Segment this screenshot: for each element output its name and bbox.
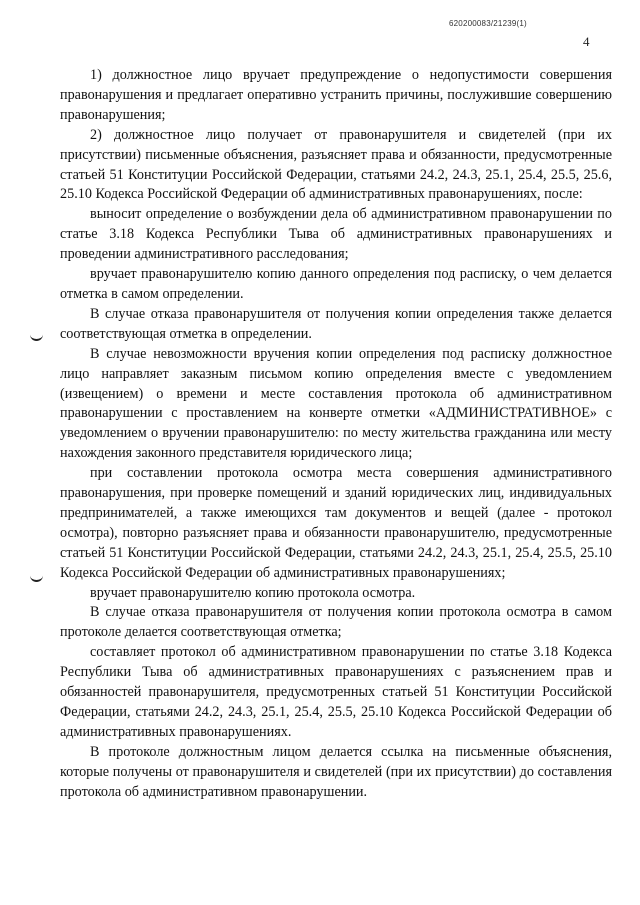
document-body [60,66,612,803]
paragraph: вручает правонарушителю копию данного определения под расписку, о чем делается отметка в самом определении. [60,266,612,302]
document-id: 620200083/21239(1) [449,19,527,28]
margin-mark [30,333,43,341]
paragraph: В случае отказа правонарушителя от получения копии определения также делается соответствующая отметка в определении. [60,305,612,342]
paragraph: выносит определение о возбуждении дела об административном правонарушении по статье 3.18 Кодекса Республики Тыва об административных правонарушениях и проведении административного расследования; [60,206,612,263]
page-number: 4 [583,34,590,49]
paragraph: составляет протокол об административном правонарушении по статье 3.18 Кодекса Республики Тыва об административных правонарушениях с разъяснением прав и обязанностей правонарушителя, предусмотренных статьей 51 Конституции Российской Федерации, статьями 24.2, 24.3, 25.1, 25.4, 25.5, 25.10 Кодекса Российской Федерации об административных правонарушениях. [60,644,612,740]
paragraph: В протоколе должностным лицом делается ссылка на письменные объяснения, которые получены от правонарушителя и свидетелей (при их присутствии) до составления протокола об административном правонарушении. [60,743,612,800]
paragraph: 1) должностное лицо вручает предупреждение о недопустимости совершения правонарушения и предлагает оперативно устранить причины, послужившие совершению правонарушения; [60,67,612,123]
paragraph: В случае невозможности вручения копии определения под расписку должностное лицо направляет заказным письмом копию определения вместе с уведомлением (извещением) о времени и месте составления протокола об административном правонарушении с проставлением на конверте отметки «АДМИНИСТРАТИВНОЕ» с уведомлением о вручении правонарушителю: по месту жительства гражданина или месту нахождения законного представителя юридического лица; [60,345,612,462]
margin-mark [30,574,43,582]
paragraph: вручает правонарушителю копию протокола осмотра. [90,584,416,601]
paragraph: В случае отказа правонарушителя от получения копии протокола осмотра в самом протоколе делается соответствующая отметка; [60,604,612,641]
paragraph: при составлении протокола осмотра места совершения административного правонарушения, при проверке помещений и зданий юридических лиц, индивидуальных предпринимателей, а также имеющихся там документов и вещей (далее - протокол осмотра), повторно разъясняет права и обязанности правонарушителю, предусмотренные статьей 51 Конституции Российской Федерации, статьями 24.2, 24.3, 25.1, 25.4, 25.5, 25.10 Кодекса Российской Федерации об административных правонарушениях; [60,465,612,581]
paragraph: 2) должностное лицо получает от правонарушителя и свидетелей (при их присутствии) письменные объяснения, разъясняет права и обязанности, предусмотренные статьей 51 Конституции Российской Федерации, статьями 24.2, 24.3, 25.1, 25.4, 25.5, 25.6, 25.10 Кодекса Российской Федерации об административных правонарушениях, после: [60,126,612,203]
